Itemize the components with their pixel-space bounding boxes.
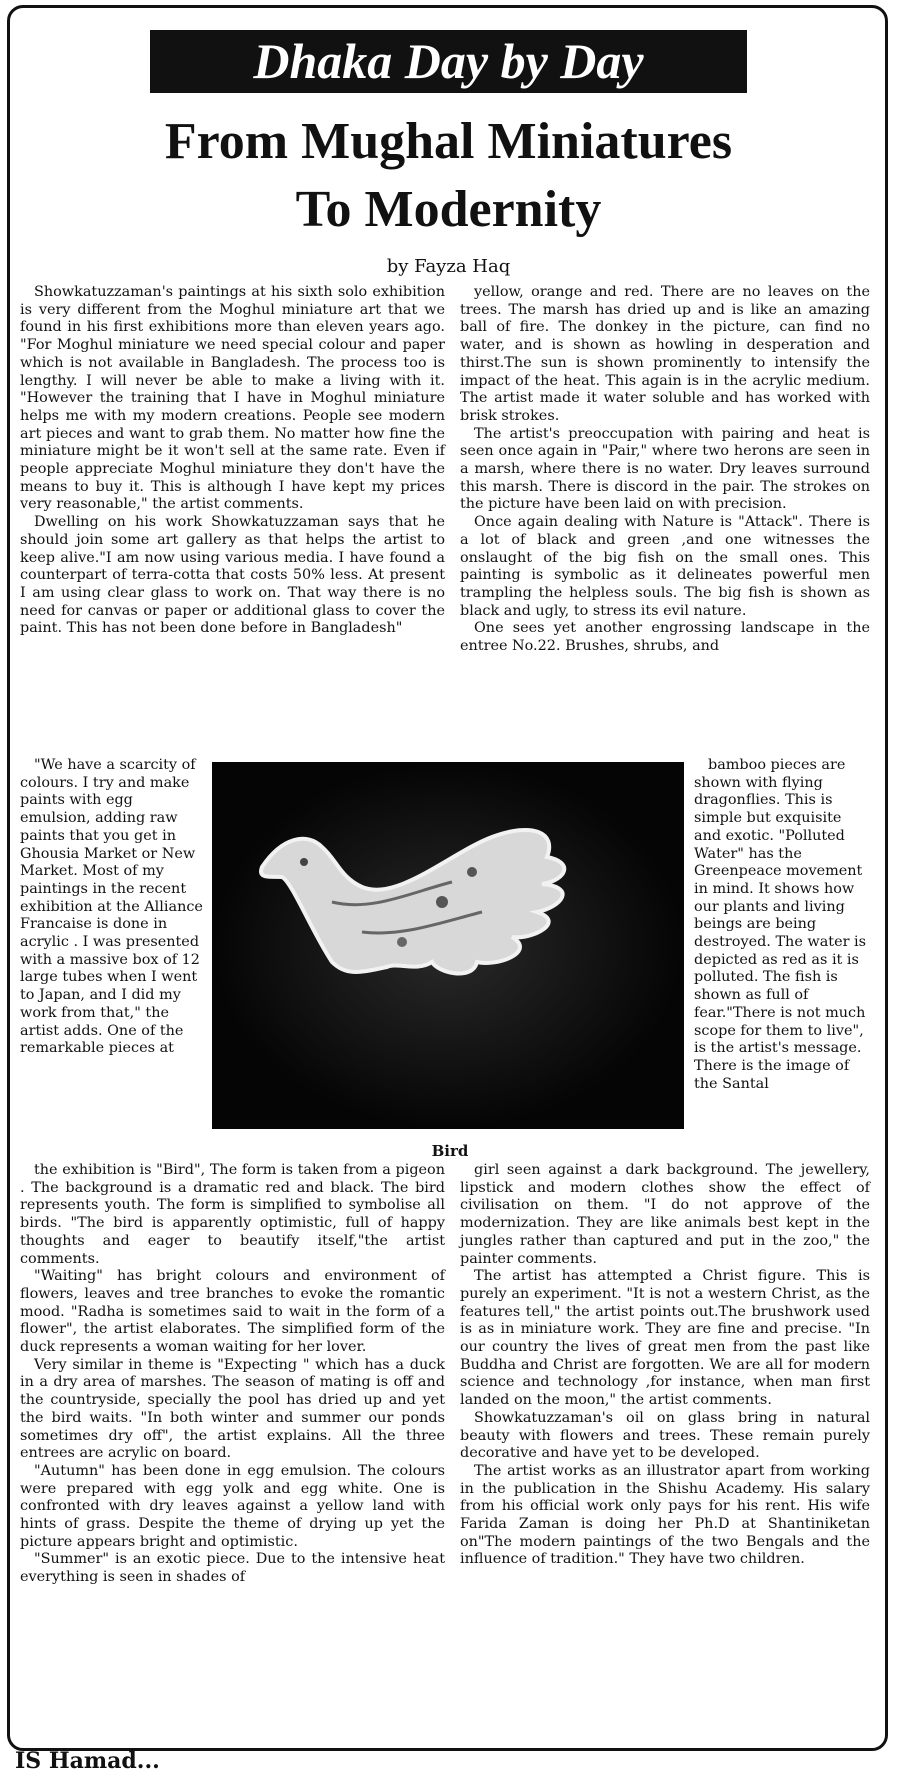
- paragraph: Very similar in theme is "Expecting " which has a duck in a dry area of marshes. The season of mating is off and the countryside, specially the pool has dried up and yet the bird waits. "In both winter and summer our ponds sometimes dry off", the artist explains. All the three entrees are acrylic on board.: [20, 1356, 445, 1462]
- paragraph: "Summer" is an exotic piece. Due to the intensive heat everything is seen in shades of: [20, 1551, 445, 1586]
- paragraph: Once again dealing with Nature is "Attack". There is a lot of black and green ,and one witnesses the onslaught of the big fish on the small ones. This painting is symbolic as it delineates powerful men trampling the helpless souls. The big fish is shown as black and ugly, to stress its evil nature.: [460, 514, 870, 619]
- paragraph: The artist works as an illustrator apart from working in the publication in the Shishu Academy. His salary from his official work only pays for his rent. His wife Farida Zaman is doing her Ph.D at Shantiniketan on"The modern paintings of the two Bengals and the influence of tradition." They have two children.: [460, 1462, 870, 1568]
- right-column-bottom: [460, 1162, 870, 1569]
- photo-caption: Bird: [431, 1142, 469, 1160]
- paragraph: The artist has attempted a Christ figure. This is purely an experiment. "It is not a western Christ, as the features tell," the artist points out.The brushwork used is as in miniature work. They are fine and precise. "In our country the lives of great men from the past like Buddha and Christ are forgotten. We are all for modern science and technology ,for instance, when man first landed on the moon," the artist comments.: [460, 1268, 870, 1409]
- next-article-fragment: IS Hamad...: [15, 1748, 160, 1774]
- section-banner: Dhaka Day by Day: [150, 30, 747, 93]
- bird-sculpture-photo: [212, 762, 684, 1129]
- bird-photo-icon: [212, 762, 684, 1129]
- byline: by Fayza Haq: [386, 256, 511, 277]
- headline-line-2: To Modernity: [295, 181, 602, 238]
- left-wrap-text: [20, 757, 205, 1058]
- headline-line-1: From Mughal Miniatures: [164, 113, 733, 170]
- paragraph: girl seen against a dark background. The jewellery, lipstick and modern clothes show the effect of civilisation on them. "I do not approve of the modernization. They are like animals best kept in the jungles rather than captured and put in the zoo," the painter comments.: [460, 1162, 870, 1267]
- paragraph: Showkatuzzaman's paintings at his sixth solo exhibition is very different from the Moghul miniature art that we found in his first exhibitions more than eleven years ago. "For Moghul miniature we need special colour and paper which is not available in Bangladesh. The process too is lengthy. I will never be able to make a living with it. "However the training that I have in Moghul miniature helps me with my modern creations. People see modern art pieces and want to grab them. No matter how fine the miniature might be it won't sell at the same rate. Even if people appreciate Moghul miniature they don't have the means to buy it. This is although I have kept my prices very reasonable," the artist comments.: [20, 284, 445, 513]
- paragraph: "We have a scarcity of colours. I try and make paints with egg emulsion, adding raw paints that you get in Ghousia Market or New Market. Most of my paintings in the recent exhibition at the Alliance Francaise is done in acrylic . I was presented with a massive box of 12 large tubes when I went to Japan, and I did my work from that," the artist adds. One of the remarkable pieces at: [20, 757, 203, 1057]
- paragraph: bamboo pieces are shown with flying dragonflies. This is simple but exquisite and exotic. "Polluted Water" has the Greenpeace movement in mind. It shows how our plants and living beings are being destroyed. The water is depicted as red as it is polluted. The fish is shown as full of fear."There is not much scope for them to live", is the artist's message. There is the image of the Santal: [694, 757, 867, 1092]
- paragraph: "Autumn" has been done in egg emulsion. The colours were prepared with egg yolk and egg white. One is confronted with dry leaves against a yellow land with hints of grass. Despite the theme of drying up yet the picture appears bright and optimistic.: [20, 1462, 445, 1550]
- paragraph: One sees yet another engrossing landscape in the entree No.22. Brushes, shrubs, and: [460, 620, 870, 655]
- left-column-bottom: [20, 1162, 445, 1587]
- paragraph: "Waiting" has bright colours and environment of flowers, leaves and tree branches to evoke the romantic mood. "Radha is sometimes said to wait in the form of a flower", the artist elaborates. The simplified form of the duck represents a woman waiting for her lover.: [20, 1268, 445, 1356]
- paragraph: yellow, orange and red. There are no leaves on the trees. The marsh has dried up and is like an amazing ball of fire. The donkey in the picture, can find no water, and is shown as howling in desperation and thirst.The sun is shown prominently to intensify the impact of the heat. This again is in the acrylic medium. The artist made it water soluble and has worked with brisk strokes.: [460, 284, 870, 424]
- left-column-top: [20, 284, 445, 638]
- right-wrap-text: [694, 757, 870, 1093]
- paragraph: Dwelling on his work Showkatuzzaman says that he should join some art gallery as that helps the artist to keep alive."I am now using various media. I have found a counterpart of terra-cotta that costs 50% less. At present I am using clear glass to work on. That way there is no need for canvas or paper or additional glass to cover the paint. This has not been done before in Bangladesh": [20, 514, 445, 637]
- paragraph: Showkatuzzaman's oil on glass bring in natural beauty with flowers and trees. These remain purely decorative and have yet to be developed.: [460, 1409, 870, 1462]
- paragraph: the exhibition is "Bird", The form is taken from a pigeon . The background is a dramatic red and black. The bird represents youth. The form is simplified to symbolise all birds. "The bird is apparently optimistic, full of happy thoughts and eager to beautify itself,"the artist comments.: [20, 1162, 445, 1267]
- paragraph: The artist's preoccupation with pairing and heat is seen once again in "Pair," where two herons are seen in a marsh, where there is no water. Dry leaves surround this marsh. There is discord in the pair. The strokes on the picture have been laid on with precision.: [460, 425, 870, 513]
- right-column-top: [460, 284, 870, 656]
